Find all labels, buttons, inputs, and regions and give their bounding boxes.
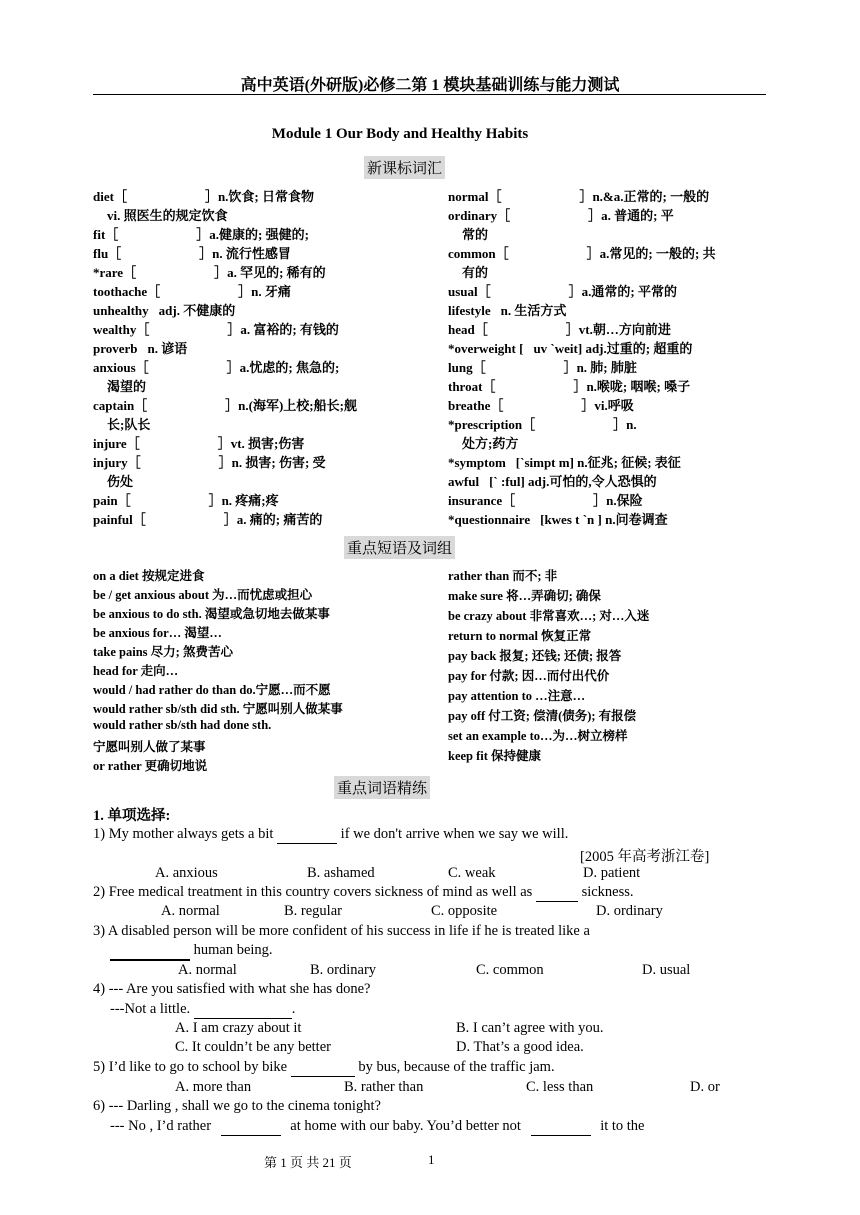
vocab-entry <box>93 186 423 205</box>
vocab-definition: ］a.通常的; 平常的 <box>568 284 677 299</box>
vocab-word: insurance［ <box>448 493 516 508</box>
q2-option-d: D. ordinary <box>596 903 663 919</box>
practice-heading: 1. 单项选择: <box>93 808 171 824</box>
vocab-word: throat［ <box>448 379 496 394</box>
vocab-definition: ］n.喉咙; 咽喉; 嗓子 <box>573 379 691 394</box>
q4-option-b: B. I can’t agree with you. <box>456 1020 604 1036</box>
vocab-word: injury［ <box>93 455 141 470</box>
question-3-text-b: human being. <box>193 942 273 958</box>
phrase-item: be anxious for… 渴望… <box>93 626 222 640</box>
q2-option-c: C. opposite <box>431 903 498 919</box>
vocab-word: toothache［ <box>93 284 161 299</box>
q4-option-a: A. I am crazy about it <box>175 1020 302 1036</box>
module-title: Module 1 Our Body and Healthy Habits <box>271 126 529 142</box>
vocab-entry <box>93 357 423 376</box>
vocab-definition: [`simpt m] n.征兆; 征候; 表征 <box>515 455 681 470</box>
question-5-text: 5) I’d like to go to school by bike <box>93 1059 288 1075</box>
vocab-word: flu［ <box>93 246 122 261</box>
q4-option-c: C. It couldn’t be any better <box>175 1039 331 1055</box>
vocab-entry <box>448 414 768 433</box>
phrase-item: be anxious to do sth. 渴望或急切地去做某事 <box>93 607 330 621</box>
q5-option-c: C. less than <box>526 1079 594 1095</box>
page-footer: 第 1 页 共 21 页 <box>264 1155 352 1170</box>
vocab-word: *prescription［ <box>448 417 536 432</box>
vocab-entry <box>93 205 423 224</box>
header-rule <box>93 94 766 95</box>
question-5 <box>93 1059 555 1077</box>
vocab-word: *symptom <box>448 455 506 470</box>
vocab-definition: ］a. 富裕的; 有钱的 <box>227 322 339 337</box>
page-number: 1 <box>428 1152 435 1167</box>
phrase-item: make sure 将…弄确切; 确保 <box>448 589 601 603</box>
vocab-entry <box>93 319 423 338</box>
vocab-word: proverb <box>93 341 138 356</box>
vocab-definition: ］n. 牙痛 <box>238 284 291 299</box>
blank <box>536 884 578 902</box>
q1-option-b: B. ashamed <box>307 865 375 881</box>
vocab-definition: ］a. 普通的; 平 <box>588 208 674 223</box>
vocab-word: fit［ <box>93 227 119 242</box>
q1-option-a: A. anxious <box>155 865 218 881</box>
vocab-entry <box>93 433 423 452</box>
vocab-word: *rare［ <box>93 265 137 280</box>
vocab-entry <box>448 452 768 471</box>
question-6-text-d: it to the <box>600 1118 645 1134</box>
phrase-item: would / had rather do than do.宁愿…而不愿 <box>93 683 331 697</box>
vocab-definition: ］a.忧虑的; 焦急的; <box>226 360 340 375</box>
section-practice-heading: 重点词语精练 <box>334 776 430 799</box>
question-4-text-b: ---Not a little. <box>110 1001 191 1017</box>
vocab-entry <box>448 281 768 300</box>
vocab-entry <box>93 376 423 395</box>
question-6: 6) --- Darling , shall we go to the cinema tonight? <box>93 1098 381 1114</box>
vocab-entry <box>448 433 768 452</box>
vocab-definition: ］a. 痛的; 痛苦的 <box>223 512 323 527</box>
q3-option-b: B. ordinary <box>310 962 377 978</box>
vocab-entry <box>93 243 423 262</box>
vocab-word: anxious［ <box>93 360 149 375</box>
vocab-definition: [` :ful] adj.可怕的,令人恐惧的 <box>489 474 657 489</box>
q5-option-b: B. rather than <box>344 1079 424 1095</box>
vocab-word: *overweight [ <box>448 341 524 356</box>
question-1-text-b: if we don't arrive when we say we will. <box>340 826 569 842</box>
vocab-entry <box>93 281 423 300</box>
vocab-definition: ］a.健康的; 强健的; <box>196 227 309 242</box>
vocab-entry <box>93 490 423 509</box>
q5-option-d: D. or <box>690 1079 720 1095</box>
blank <box>531 1118 591 1136</box>
section-phrases-heading: 重点短语及词组 <box>344 536 455 559</box>
phrase-item: return to normal 恢复正常 <box>448 629 592 643</box>
vocab-word: awful <box>448 474 480 489</box>
vocab-word: captain［ <box>93 398 148 413</box>
vocab-definition: 有的 <box>462 265 489 280</box>
phrase-item: head for 走向… <box>93 664 179 678</box>
question-4-b: ---Not a little. . <box>110 1001 296 1017</box>
vocab-entry <box>93 471 423 490</box>
vocab-definition: n. 谚语 <box>147 341 188 356</box>
blank <box>291 1059 355 1077</box>
q2-option-a: A. normal <box>161 903 220 919</box>
vocab-entry <box>448 509 768 528</box>
vocab-word: wealthy［ <box>93 322 150 337</box>
q4-option-d: D. That’s a good idea. <box>456 1039 584 1055</box>
vocab-entry <box>448 243 768 262</box>
vocab-definition: ］n.保险 <box>593 493 643 508</box>
vocab-entry <box>93 224 423 243</box>
phrase-item: pay for 付款; 因…而付出代价 <box>448 669 610 683</box>
vocab-definition: ］vt. 损害;伤害 <box>217 436 305 451</box>
page-header: 高中英语(外研版)必修二第 1 模块基础训练与能力测试 <box>240 77 620 94</box>
vocab-definition: [kwes t `n ] n.问卷调查 <box>540 512 668 527</box>
vocab-entry <box>448 490 768 509</box>
vocab-entry <box>448 300 768 319</box>
q1-option-d: D. patient <box>583 865 641 881</box>
vocab-entry <box>448 395 768 414</box>
vocab-entry <box>448 376 768 395</box>
question-6-text-c: at home with our baby. You’d better not <box>290 1118 521 1134</box>
vocab-entry <box>93 509 423 528</box>
vocab-definition: ］a.常见的; 一般的; 共 <box>586 246 716 261</box>
vocab-word: *questionnaire <box>448 512 531 527</box>
question-2 <box>93 884 634 902</box>
question-2-text: 2) Free medical treatment in this country covers sickness of mind as well as <box>93 884 533 900</box>
vocab-definition: ］a. 罕见的; 稀有的 <box>214 265 326 280</box>
question-3: 3) A disabled person will be more confident of his success in life if he is treated like a <box>93 923 590 939</box>
phrase-item: would rather sb/sth did sth. 宁愿叫别人做某事 <box>93 702 343 716</box>
vocab-entry <box>93 452 423 471</box>
vocab-word: ordinary［ <box>448 208 511 223</box>
q2-option-b: B. regular <box>284 903 342 919</box>
vocab-definition: 伤处 <box>107 474 134 489</box>
q3-option-a: A. normal <box>178 962 237 978</box>
blank <box>194 1001 292 1019</box>
vocab-word: pain［ <box>93 493 131 508</box>
vocab-definition: ］n. 流行性感冒 <box>199 246 291 261</box>
vocab-word: breathe［ <box>448 398 504 413</box>
vocab-word: unhealthy <box>93 303 149 318</box>
vocab-definition: ］n.饮食; 日常食物 <box>204 189 315 204</box>
question-1 <box>93 826 568 844</box>
q5-option-a: A. more than <box>175 1079 252 1095</box>
vocab-definition: ］vt.朝…方向前进 <box>565 322 671 337</box>
phrase-item: set an example to…为…树立榜样 <box>448 729 628 743</box>
vocab-entry <box>448 262 768 281</box>
vocab-definition: ］n. 肺; 肺脏 <box>563 360 637 375</box>
vocab-entry <box>93 300 423 319</box>
vocab-entry <box>448 357 768 376</box>
vocab-definition: ］n.(海军)上校;船长;舰 <box>225 398 357 413</box>
vocab-entry <box>93 395 423 414</box>
q1-option-c: C. weak <box>448 865 496 881</box>
vocab-definition: adj. 不健康的 <box>158 303 236 318</box>
vocab-word: lung［ <box>448 360 486 375</box>
question-4: 4) --- Are you satisfied with what she has done? <box>93 981 371 997</box>
vocab-entry <box>93 338 423 357</box>
phrase-item: or rather 更确切地说 <box>93 759 208 773</box>
phrase-item: pay back 报复; 还钱; 还债; 报答 <box>448 649 622 663</box>
q3-option-d: D. usual <box>642 962 691 978</box>
vocab-entry <box>448 186 768 205</box>
vocab-definition: 渴望的 <box>107 379 147 394</box>
phrase-item: be / get anxious about 为…而忧虑或担心 <box>93 588 313 602</box>
blank <box>110 942 190 961</box>
phrase-item: take pains 尽力; 煞费苦心 <box>93 645 233 659</box>
vocab-entry <box>448 205 768 224</box>
vocab-entry <box>93 262 423 281</box>
question-5-text-b: by bus, because of the traffic jam. <box>358 1059 555 1075</box>
blank <box>221 1118 281 1136</box>
vocab-word: normal［ <box>448 189 502 204</box>
phrase-item: on a diet 按规定进食 <box>93 569 205 583</box>
vocab-definition: 常的 <box>462 227 489 242</box>
question-2-text-b: sickness. <box>581 884 634 900</box>
vocab-entry <box>93 414 423 433</box>
blank <box>277 826 337 844</box>
vocab-entry <box>448 319 768 338</box>
vocab-definition: ］n. 疼痛;疼 <box>208 493 279 508</box>
question-1-text: 1) My mother always gets a bit <box>93 826 274 842</box>
vocab-definition: ］n. 损害; 伤害; 受 <box>218 455 326 470</box>
vocab-definition: ］vi.呼吸 <box>581 398 634 413</box>
phrase-item: be crazy about 非常喜欢…; 对…入迷 <box>448 609 650 623</box>
phrase-item: would rather sb/sth had done sth. <box>93 718 272 732</box>
vocab-definition: ］n. <box>613 417 637 432</box>
vocab-word: diet［ <box>93 189 127 204</box>
question-6-b <box>110 1118 645 1136</box>
vocab-word: painful［ <box>93 512 146 527</box>
phrase-item: 宁愿叫别人做了某事 <box>93 740 206 754</box>
question-6-text-b: --- No , I’d rather <box>110 1118 212 1134</box>
question-1-source: [2005 年高考浙江卷] <box>580 849 710 865</box>
vocab-definition: 长;队长 <box>107 417 151 432</box>
vocab-definition: n. 生活方式 <box>500 303 567 318</box>
section-vocab-heading: 新课标词汇 <box>364 156 445 179</box>
vocab-entry <box>448 338 768 357</box>
phrase-item: rather than 而不; 非 <box>448 569 558 583</box>
vocab-definition: ］n.&a.正常的; 一般的 <box>579 189 710 204</box>
phrase-item: pay attention to …注意… <box>448 689 586 703</box>
question-3-b <box>110 942 273 961</box>
phrase-item: keep fit 保持健康 <box>448 749 542 763</box>
vocab-entry <box>448 224 768 243</box>
phrase-item: pay off 付工资; 偿清(债务); 有报偿 <box>448 709 637 723</box>
q3-option-c: C. common <box>476 962 544 978</box>
vocab-definition: 处方;药方 <box>462 436 519 451</box>
vocab-word: head［ <box>448 322 488 337</box>
vocab-definition: vi. 照医生的规定饮食 <box>107 208 228 223</box>
vocab-word: usual［ <box>448 284 491 299</box>
vocab-word: lifestyle <box>448 303 491 318</box>
vocab-definition: uv `weit] adj.过重的; 超重的 <box>533 341 693 356</box>
vocab-entry <box>448 471 768 490</box>
vocab-word: injure［ <box>93 436 140 451</box>
vocab-word: common［ <box>448 246 509 261</box>
